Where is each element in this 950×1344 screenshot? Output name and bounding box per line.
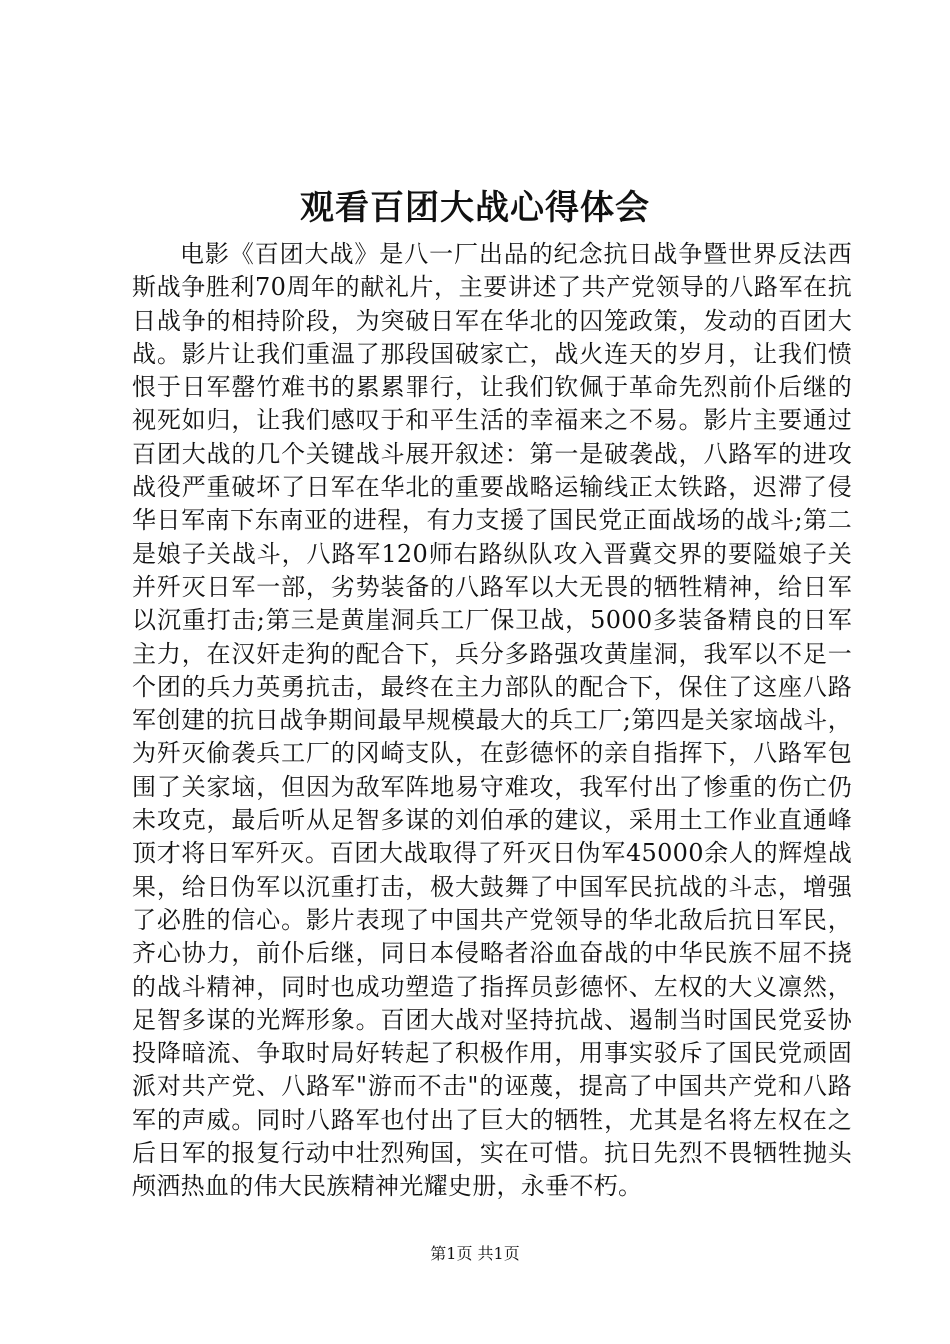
document-title: 观看百团大战心得体会 bbox=[300, 188, 650, 228]
document-body-paragraph: 电影《百团大战》是八一厂出品的纪念抗日战争暨世界反法西斯战争胜利70周年的献礼片，主要讲述了共产党领导的八路军在抗日战争的相持阶段，为突破日军在华北的囚笼政策，发动的百团大战。影片让我们重温了那段国破家亡，战火连天的岁月，让我们愤恨于日军罄竹难书的累累罪行，让我们钦佩于革命先烈前仆后继的视死如归，让我们感叹于和平生活的幸福来之不易。影片主要通过百团大战的几个关键战斗展开叙述：第一是破袭战，八路军的进攻战役严重破坏了日军在华北的重要战略运输线正太铁路，迟滞了侵华日军南下东南亚的进程，有力支援了国民党正面战场的战斗;第二是娘子关战斗，八路军120师右路纵队攻入晋冀交界的要隘娘子关并歼灭日军一部，劣势装备的八路军以大无畏的牺牲精神，给日军以沉重打击;第三是黄崖洞兵工厂保卫战，5000多装备精良的日军主力，在汉奸走狗的配合下，兵分多路强攻黄崖洞，我军以不足一个团的兵力英勇抗击，最终在主力部队的配合下，保住了这座八路军创建的抗日战争期间最早规模最大的兵工厂;第四是关家垴战斗，为歼灭偷袭兵工厂的冈崎支队，在彭德怀的亲自指挥下，八路军包围了关家垴，但因为敌军阵地易守难攻，我军付出了惨重的伤亡仍未攻克，最后听从足智多谋的刘伯承的建议，采用土工作业直通峰顶才将日军歼灭。百团大战取得了歼灭日伪军45000余人的辉煌战果，给日伪军以沉重打击，极大鼓舞了中国军民抗战的斗志，增强了必胜的信心。影片表现了中国共产党领导的华北敌后抗日军民，齐心协力，前仆后继，同日本侵略者浴血奋战的中华民族不屈不挠的战斗精神，同时也成功塑造了指挥员彭德怀、左权的大义凛然，足智多谋的光辉形象。百团大战对坚持抗战、遏制当时国民党妥协投降暗流、争取时局好转起了积极作用，用事实驳斥了国民党顽固派对共产党、八路军"游而不击"的诬蔑，提高了中国共产党和八路军的声威。同时八路军也付出了巨大的牺牲，尤其是名将左权在之后日军的报复行动中壮烈殉国，实在可惜。抗日先烈不畏牺牲抛头颅洒热血的伟大民族精神光耀史册，永垂不朽。 bbox=[132, 240, 852, 1201]
page-number-footer: 第1页 共1页 bbox=[430, 1244, 520, 1263]
